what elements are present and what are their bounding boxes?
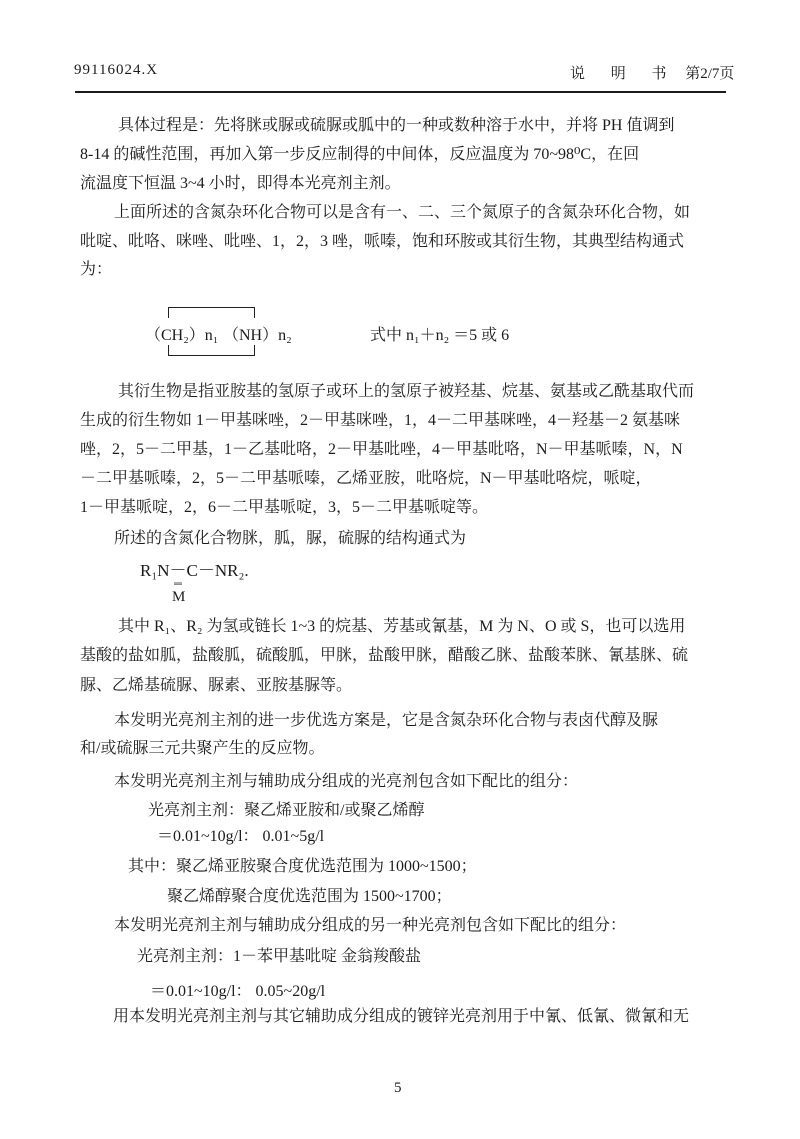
text-line: 流温度下恒温 3~4 小时，即得本光亮剂主剂。 (80, 175, 401, 192)
text-line: 光亮剂主剂：聚乙烯亚胺和/或聚乙烯醇 (148, 802, 425, 819)
formula2-main: R₁N－C－NR₂. (140, 561, 249, 580)
text-line: 8-14 的碱性范围，再加入第一步反应制得的中间体，反应温度为 70~98⁰C，在回 (80, 146, 640, 163)
text-line: 1－甲基哌啶，2，6－二甲基哌啶，3，5－二甲基哌啶等。 (80, 499, 489, 516)
text-line: 其中：聚乙烯亚胺聚合度优选范围为 1000~1500； (128, 858, 477, 875)
text-line: 其中 R₁、R₂ 为氢或链长 1~3 的烷基、芳基或氰基，M 为 N、O 或 S，也可以选用 (118, 618, 686, 635)
text-line: 基酸的盐如胍，盐酸胍，硫酸胍，甲脒，盐酸甲脒，醋酸乙脒、盐酸苯脒、氰基脒、硫 (80, 647, 689, 664)
formula2-m-atom: M (172, 589, 186, 605)
text-line: 本发明光亮剂主剂与辅助成分组成的另一种光亮剂包含如下配比的组分： (114, 917, 627, 934)
text-line: 生成的衍生物如 1－甲基咪唑，2－甲基咪唑，1，4－二甲基咪唑，4－羟基－2 氨基咪 (80, 412, 681, 429)
application-number: 99116024.X (74, 62, 159, 78)
text-line: 具体过程是：先将脒或脲或硫脲或胍中的一种或数种溶于水中，并将 PH 值调到 (118, 117, 675, 134)
text-line: 其衍生物是指亚胺基的氢原子或环上的氢原子被羟基、烷基、氨基或乙酰基取代而 (118, 383, 695, 400)
text-line: 聚乙烯醇聚合度优选范围为 1500~1700； (167, 888, 452, 905)
text-line: 为： (80, 261, 113, 278)
text-line: 和/或硫脲三元共聚产生的反应物。 (80, 740, 325, 757)
text-line: 光亮剂主剂：1－苯甲基吡啶 金翁羧酸盐 (137, 948, 422, 965)
formula-ring-bracket-top (168, 307, 255, 318)
formula1-nh-group: （NH）n₂ (223, 327, 292, 344)
text-line: ＝0.01~10g/l： 0.01~5g/l (157, 828, 325, 845)
doc-title: 说 明 书 (570, 66, 678, 82)
text-line: 脲、乙烯基硫脲、脲素、亚胺基脲等。 (80, 677, 353, 694)
text-line: 本发明光亮剂主剂的进一步优选方案是，它是含氮杂环化合物与表卤代醇及脲 (114, 712, 659, 729)
formula-ring-bracket-bottom (168, 345, 255, 356)
text-line: 吡啶、吡咯、咪唑、吡唑、1，2，3 唑，哌嗪，饱和环胺或其衍生物，其典型结构通式 (80, 233, 685, 250)
text-line: 用本发明光亮剂主剂与其它辅助成分组成的镀锌光亮剂用于中氰、低氰、微氰和无 (113, 1008, 690, 1025)
text-line: －二甲基哌嗪，2，5－二甲基哌嗪，乙烯亚胺，吡咯烷，N－甲基吡咯烷，哌啶， (80, 470, 652, 487)
header-rule (75, 91, 726, 93)
formula2-double-bond: ‖ (171, 581, 186, 586)
text-line: 唑，2，5－二甲基，1－乙基吡咯，2－甲基吡唑，4－甲基吡咯，N－甲基哌嗪，N，N (80, 441, 683, 458)
page-info: 第2/7页 (685, 66, 735, 82)
page-number: 5 (394, 1080, 402, 1096)
header-right (570, 62, 734, 83)
text-line: 上面所述的含氮杂环化合物可以是含有一、二、三个氮原子的含氮杂环化合物，如 (114, 204, 691, 221)
text-line: ＝0.01~10g/l： 0.05~20g/l (150, 983, 326, 1000)
text-line: 本发明光亮剂主剂与辅助成分组成的光亮剂包含如下配比的组分： (114, 773, 579, 790)
formula1-condition: 式中 n₁＋n₂ ＝5 或 6 (370, 327, 510, 344)
text-line: 所述的含氮化合物脒，胍，脲，硫脲的结构通式为 (114, 530, 467, 547)
formula1-ch2-group: （CH₂）n₁ (145, 327, 219, 344)
